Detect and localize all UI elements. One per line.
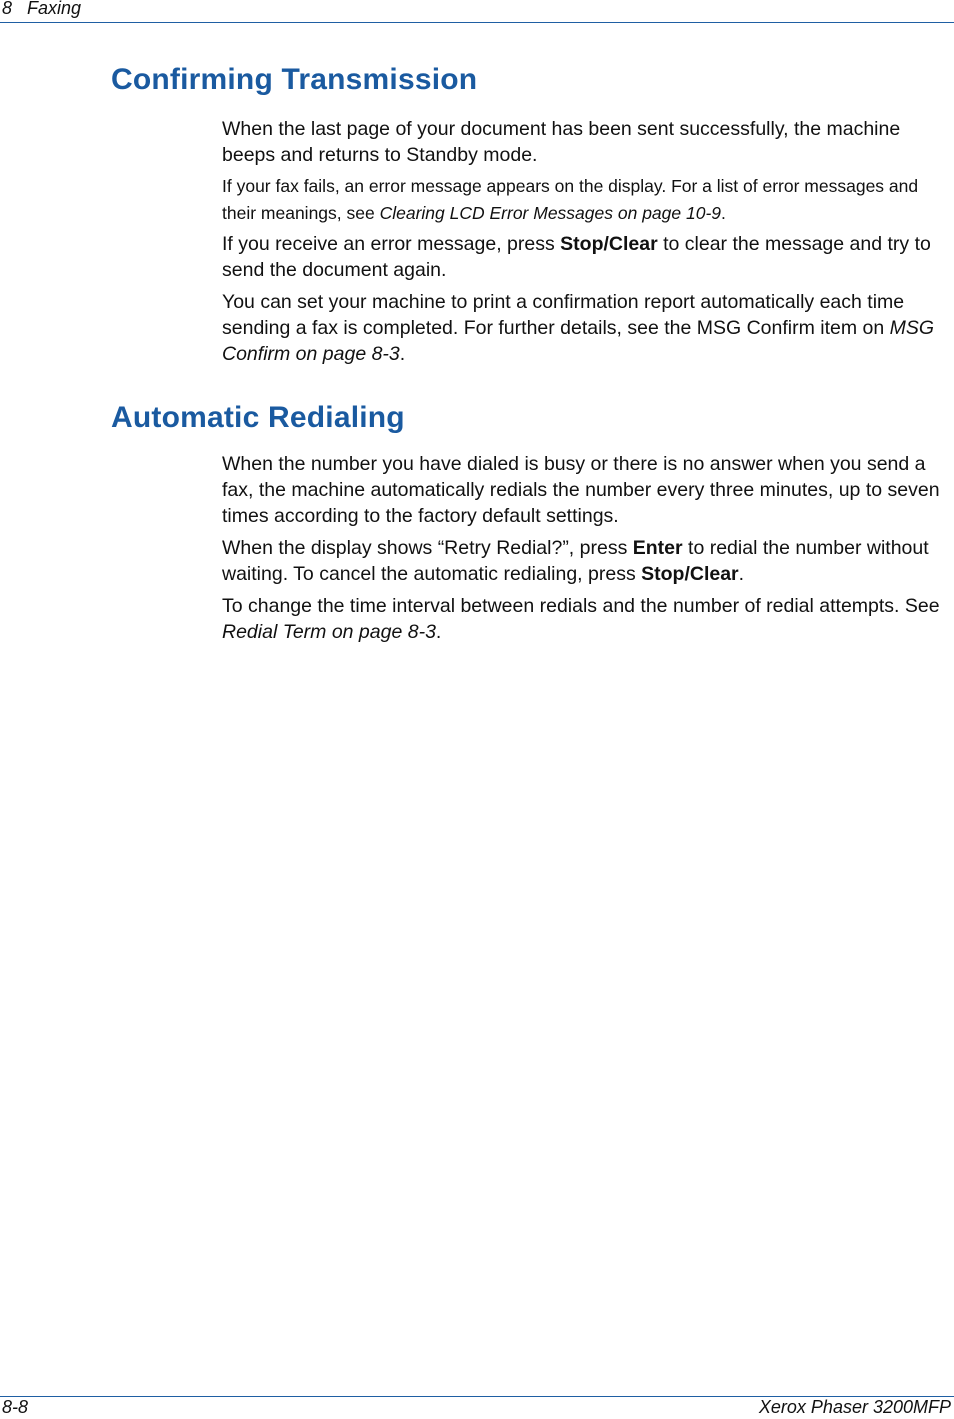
cross-reference-link[interactable]: Clearing LCD Error Messages on page 10-9 (379, 203, 722, 223)
paragraph: If you receive an error message, press Stop/Clear to clear the message and try to send the document again. (222, 233, 931, 281)
product-name: Xerox Phaser 3200MFP (758, 1397, 951, 1417)
key-name: Stop/Clear (560, 233, 658, 255)
chapter-title: Faxing (27, 0, 82, 18)
cross-reference-link[interactable]: Redial Term on page 8-3 (222, 621, 436, 643)
key-name: Enter (632, 537, 683, 559)
paragraph: To change the time interval between redials and the number of redial attempts. See Redial Term on page 8-3. (222, 595, 940, 643)
paragraph: If your fax fails, an error message appears on the display. For a list of error messages and their meanings, see Clearing LCD Error Messages on page 10-9. (222, 176, 919, 223)
paragraph: When the number you have dialed is busy or there is no answer when you send a fax, the machine automatically redials the number every three minutes, up to seven times according to the factory default settings. (222, 453, 940, 527)
section-heading-automatic-redialing: Automatic Redialing (111, 401, 405, 434)
header-text (2, 0, 81, 19)
cross-reference-link[interactable]: MSG Confirm on page 8-3 (222, 317, 935, 365)
chapter-number: 8 (2, 0, 13, 18)
page-number: 8-8 (2, 1397, 29, 1417)
section-heading-confirming-transmission: Confirming Transmission (111, 63, 478, 96)
page-header (0, 0, 954, 23)
paragraph: When the last page of your document has been sent successfully, the machine beeps and returns to Standby mode. (222, 118, 901, 166)
paragraph: You can set your machine to print a confirmation report automatically each time sending a fax is completed. For further details, see the MSG Confirm item on MSG Confirm on page 8-3. (222, 291, 935, 365)
paragraph: When the display shows “Retry Redial?”, press Enter to redial the number without waiting. To cancel the automatic redialing, press Stop/Clear. (222, 537, 929, 585)
page-footer (0, 1396, 954, 1419)
key-name: Stop/Clear (641, 563, 739, 585)
